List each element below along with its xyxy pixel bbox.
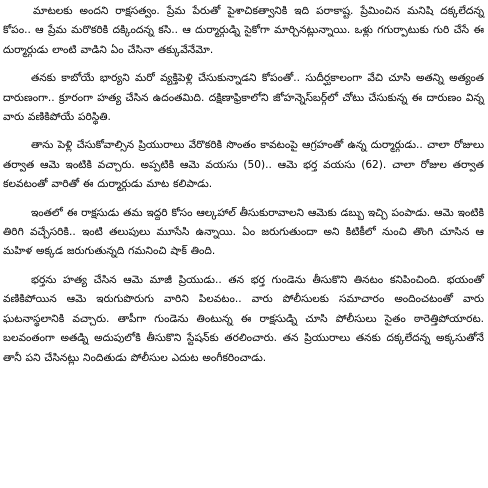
paragraph-2: తనకు కాబోయే భార్యని మరో వ్యక్తిపెళ్లి చేసుకున్నాడని కోపంతో.. సుదీర్ఘకాలంగా వేచి చూసి అతన్ని అత్యంత దారుణంగా.. క్రూరంగా హత్య చేసిన ఉదంతమిది. దక్షిణాఫ్రికాలోని జోహన్నెస్‌బర్గ్‌లో చోటు చేసుకున్న ఈ దారుణం విన్న వారు వణికిపోయే పరిస్థితి. [3, 72, 484, 124]
paragraph-5: భర్తను హత్య చేసిన ఆమె మాజీ ప్రియుడు.. తన భర్త గుండెను తీసుకొని తినటం కనిపించింది. భయంతో వణికిపోయిన ఆమె ఇరుగుపొరుగు వారిని పిలవటం.. వారు పోలీసులకు సమాచారం అందించటంతో వారు ఘటనాస్థలానికి వచ్చారు. తాపీగా గుండెను తింటున్న ఈ రాక్షసుడ్ని చూసి పోలీసులు సైతం ఠారెత్తిపోయారట. బలవంతంగా అతడ్ని అదుపులోకి తీసుకొని స్టేషన్‌కు తరలించారు. తన ప్రియురాలు తనకు దక్కలేదన్న అక్కసుతోనే తానీ పని చేసినట్లు నిందితుడు పోలీసుల ఎదుట అంగీకరించాడు. [3, 273, 484, 364]
paragraph-4: ఇంతలో ఈ రాక్షసుడు తమ ఇద్దరి కోసం ఆల్కహాల్ తీసుకురావాలని ఆమెకు డబ్బు ఇచ్చి పంపాడు. ఆమె ఇంటికి తిరిగి వచ్చేసరికి.. ఇంటి తలుపులు మూసేసి ఉన్నాయి. ఏం జరుగుతుందా అని కిటికీలో నుంచి తొంగి చూసిన ఆ మహిళ అక్కడ జరుగుతున్నది గమనించి షాక్ తింది. [3, 206, 484, 258]
paragraph-3: తాను పెళ్లి చేసుకోవాల్సిన ప్రియురాలు వేరొకరికి సొంతం కావటంపై ఆగ్రహంతో ఉన్న దుర్మార్గుడు.. చాలా రోజులు తర్వాత ఆమె ఇంటికి వచ్చారు. అప్పటికి ఆమె వయసు (50).. ఆమె భర్త వయసు (62). చాలా రోజుల తర్వాత కలవటంతో వారితో ఈ దుర్మార్గుడు మాట కలిపాడు. [3, 139, 484, 191]
paragraph-1: మాటలకు అందని రాక్షసత్వం. ప్రేమ పేరుతో పైశాచికత్వానికి ఇది పరాకాష్ట. ప్రేమించిన మనిషి దక్కలేదన్న కోపం.. ఆ ప్రేమ మరొకరికి దక్కిందన్న కసి.. ఆ దుర్మార్గుడ్ని సైకోగా మార్చినట్లున్నాయి. ఒళ్లు గగుర్పాటుకు గురి చేసే ఈ దుర్మార్గుడు లాంటి వాడిని ఏం చేసినా తక్కువేనేమో. [3, 5, 484, 56]
